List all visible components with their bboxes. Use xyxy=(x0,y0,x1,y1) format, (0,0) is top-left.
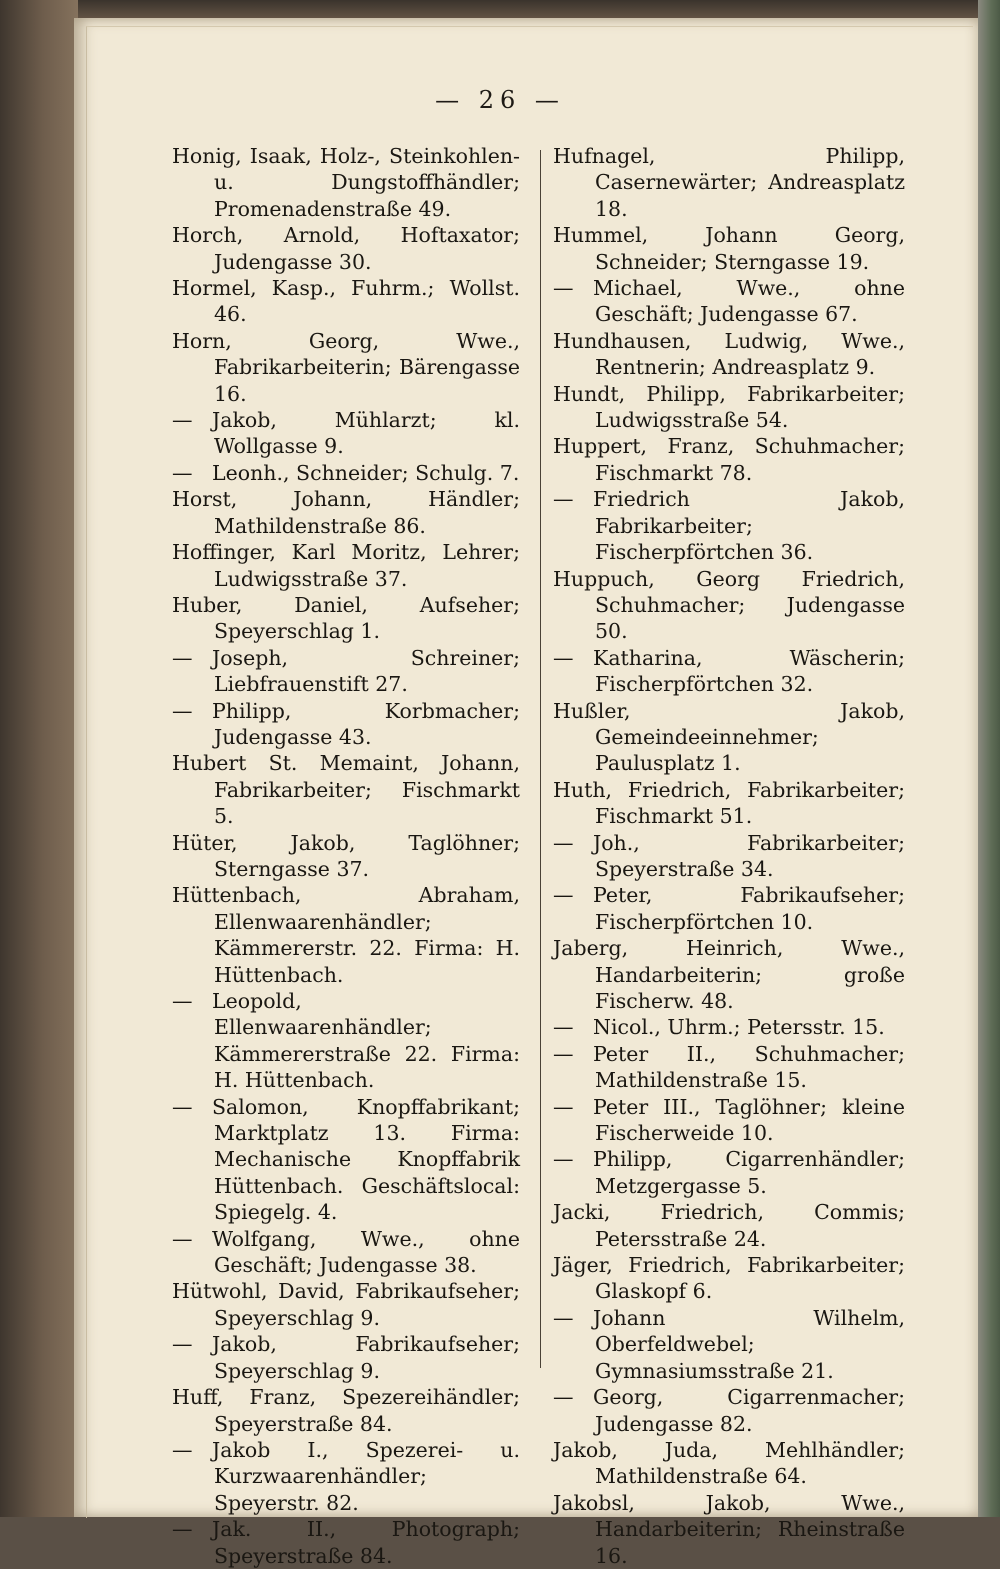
entry-text: Hummel, Johann Georg, Schneider; Sterngasse 19. xyxy=(553,223,905,274)
entry-text: Hormel, Kasp., Fuhrm.; Wollst. 46. xyxy=(172,276,520,327)
entry-text: Jak. II., Photograph; Speyerstraße 84. xyxy=(212,1517,520,1568)
directory-entry xyxy=(172,1516,520,1569)
entry-text: Jakobsl, Jakob, Wwe., Handarbeiterin; Rheinstraße 16. xyxy=(553,1490,905,1568)
entry-text: Philipp, Korbmacher; Judengasse 43. xyxy=(212,698,520,749)
directory-entry xyxy=(553,698,905,777)
entry-text: Wolfgang, Wwe., ohne Geschäft; Judengasse 38. xyxy=(212,1226,520,1278)
repeat-dash: — xyxy=(553,883,574,908)
entry-text: Leopold, Ellenwaarenhändler; Kämmererstraße 22. Firma: H. Hüttenbach. xyxy=(212,989,520,1093)
directory-entry xyxy=(553,645,905,698)
repeat-dash: — xyxy=(553,487,574,512)
book-spine xyxy=(978,0,1000,1517)
entry-text: Huber, Daniel, Aufseher; Speyerschlag 1. xyxy=(172,592,520,644)
directory-entry xyxy=(172,1094,520,1226)
page-number: — 26 — xyxy=(435,86,565,114)
directory-entry xyxy=(553,143,905,222)
entry-text: Hüttenbach, Abraham, Ellenwaarenhändler; Kämmererstr. 22. Firma: H. Hüttenbach. xyxy=(172,883,520,987)
directory-entry xyxy=(553,328,905,381)
directory-entry xyxy=(553,1094,905,1147)
directory-entry xyxy=(172,275,520,328)
directory-entry xyxy=(553,1146,905,1199)
directory-entry xyxy=(172,460,520,486)
directory-entry xyxy=(172,539,520,592)
directory-entry xyxy=(553,882,905,935)
repeat-dash: — xyxy=(172,989,193,1013)
repeat-dash: — xyxy=(553,1041,574,1066)
repeat-dash: — xyxy=(172,1094,193,1119)
entry-text: Hoffinger, Karl Moritz, Lehrer; Ludwigsstraße 37. xyxy=(172,540,520,591)
directory-entry xyxy=(553,381,905,434)
directory-entry xyxy=(553,1384,905,1437)
entry-text: Horst, Johann, Händler; Mathildenstraße 86. xyxy=(172,487,520,538)
entry-text: Hüter, Jakob, Taglöhner; Sterngasse 37. xyxy=(172,830,520,881)
directory-entry xyxy=(553,1041,905,1094)
entry-text: Georg, Cigarrenmacher; Judengasse 82. xyxy=(593,1385,905,1436)
repeat-dash: — xyxy=(553,1385,574,1410)
repeat-dash: — xyxy=(172,1437,193,1462)
repeat-dash: — xyxy=(553,645,574,670)
column-divider xyxy=(540,150,541,1368)
entry-text: Jakob, Juda, Mehlhändler; Mathildenstraße 64. xyxy=(553,1437,905,1489)
directory-entry xyxy=(553,1305,905,1384)
repeat-dash: — xyxy=(172,460,193,485)
directory-entry xyxy=(172,143,520,222)
directory-entry xyxy=(172,1278,520,1331)
entry-text: Joseph, Schreiner; Liebfrauenstift 27. xyxy=(212,645,520,697)
repeat-dash: — xyxy=(172,698,193,723)
repeat-dash: — xyxy=(553,1147,574,1172)
directory-entry xyxy=(553,566,905,645)
entry-text: Huth, Friedrich, Fabrikarbeiter; Fischmarkt 51. xyxy=(553,777,905,829)
entry-text: Hufnagel, Philipp, Casernewärter; Andreasplatz 18. xyxy=(553,144,905,221)
entry-text: Friedrich Jakob, Fabrikarbeiter; Fischerpförtchen 36. xyxy=(593,487,905,565)
directory-entry xyxy=(553,1252,905,1305)
entry-text: Philipp, Cigarrenhändler; Metzgergasse 5. xyxy=(593,1147,905,1198)
entry-text: Jacki, Friedrich, Commis; Petersstraße 24. xyxy=(553,1200,905,1251)
directory-entry xyxy=(172,1226,520,1279)
repeat-dash: — xyxy=(553,1094,574,1119)
repeat-dash: — xyxy=(172,1226,193,1251)
directory-entry xyxy=(553,1014,905,1040)
directory-entry xyxy=(172,1437,520,1516)
directory-entry xyxy=(172,328,520,407)
directory-entry xyxy=(553,222,905,275)
directory-entry xyxy=(553,935,905,1014)
directory-entry xyxy=(172,407,520,460)
repeat-dash: — xyxy=(553,1015,574,1040)
entry-text: Huppuch, Georg Friedrich, Schuhmacher; Judengasse 50. xyxy=(553,566,905,644)
right-column xyxy=(553,143,905,1569)
repeat-dash: — xyxy=(553,1305,574,1330)
entry-text: Peter III., Taglöhner; kleine Fischerweide 10. xyxy=(593,1094,905,1146)
directory-entry xyxy=(172,1384,520,1437)
directory-entry xyxy=(172,645,520,698)
entry-text: Peter, Fabrikaufseher; Fischerpförtchen 10. xyxy=(593,883,905,934)
directory-entry xyxy=(172,1331,520,1384)
entry-text: Jakob, Fabrikaufseher; Speyerschlag 9. xyxy=(212,1332,520,1383)
entry-text: Hußler, Jakob, Gemeindeeinnehmer; Paulusplatz 1. xyxy=(553,698,905,776)
entry-text: Jakob I., Spezerei- u. Kurzwaarenhändler; Speyerstr. 82. xyxy=(212,1437,520,1515)
repeat-dash: — xyxy=(172,645,193,670)
entry-text: Hütwohl, David, Fabrikaufseher; Speyerschlag 9. xyxy=(172,1279,520,1330)
entry-text: Huppert, Franz, Schuhmacher; Fischmarkt 78. xyxy=(553,434,905,485)
entry-text: Hubert St. Memaint, Johann, Fabrikarbeiter; Fischmarkt 5. xyxy=(172,751,520,829)
repeat-dash: — xyxy=(553,276,574,301)
directory-entry xyxy=(172,486,520,539)
directory-entry xyxy=(172,750,520,829)
directory-entry xyxy=(553,486,905,565)
entry-text: Jakob, Mühlarzt; kl. Wollgasse 9. xyxy=(212,408,520,459)
entry-text: Peter II., Schuhmacher; Mathildenstraße 15. xyxy=(593,1041,905,1093)
entry-text: Michael, Wwe., ohne Geschäft; Judengasse 67. xyxy=(593,276,905,327)
entry-text: Horn, Georg, Wwe., Fabrikarbeiterin; Bärengasse 16. xyxy=(172,328,520,406)
entry-text: Katharina, Wäscherin; Fischerpförtchen 32. xyxy=(593,645,905,697)
directory-entry xyxy=(553,1490,905,1569)
directory-entry xyxy=(553,433,905,486)
entry-text: Joh., Fabrikarbeiter; Speyerstraße 34. xyxy=(593,830,905,881)
directory-entry xyxy=(553,1199,905,1252)
left-column xyxy=(172,143,520,1569)
directory-entry xyxy=(172,222,520,275)
entry-text: Hundhausen, Ludwig, Wwe., Rentnerin; Andreasplatz 9. xyxy=(553,328,905,380)
entry-text: Salomon, Knopffabrikant; Marktplatz 13. Firma: Mechanische Knopffabrik Hüttenbach. Geschäftslocal: Spiegelg. 4. xyxy=(212,1094,520,1225)
directory-entry xyxy=(172,592,520,645)
entry-text: Jäger, Friedrich, Fabrikarbeiter; Glaskopf 6. xyxy=(553,1253,905,1304)
entry-text: Horch, Arnold, Hoftaxator; Judengasse 30. xyxy=(172,223,520,274)
entry-text: Jaberg, Heinrich, Wwe., Handarbeiterin; große Fischerw. 48. xyxy=(553,936,905,1013)
directory-entry xyxy=(553,275,905,328)
entry-text: Leonh., Schneider; Schulg. 7. xyxy=(212,460,520,485)
entry-text: Hundt, Philipp, Fabrikarbeiter; Ludwigsstraße 54. xyxy=(553,381,905,433)
directory-entry xyxy=(172,698,520,751)
entry-text: Honig, Isaak, Holz-, Steinkohlen- u. Dungstoffhändler; Promenadenstraße 49. xyxy=(172,144,520,221)
repeat-dash: — xyxy=(553,830,574,855)
directory-entry xyxy=(172,988,520,1094)
entry-text: Huff, Franz, Spezereihändler; Speyerstraße 84. xyxy=(172,1385,520,1436)
repeat-dash: — xyxy=(172,1517,193,1542)
directory-entry xyxy=(553,777,905,830)
directory-entry xyxy=(553,1437,905,1490)
entry-text: Johann Wilhelm, Oberfeldwebel; Gymnasiumsstraße 21. xyxy=(593,1305,905,1383)
repeat-dash: — xyxy=(172,408,193,433)
directory-entry xyxy=(172,830,520,883)
repeat-dash: — xyxy=(172,1332,193,1357)
directory-entry xyxy=(172,882,520,988)
directory-entry xyxy=(553,830,905,883)
entry-text: Nicol., Uhrm.; Petersstr. 15. xyxy=(593,1015,885,1040)
book-cover-left xyxy=(0,0,78,1517)
